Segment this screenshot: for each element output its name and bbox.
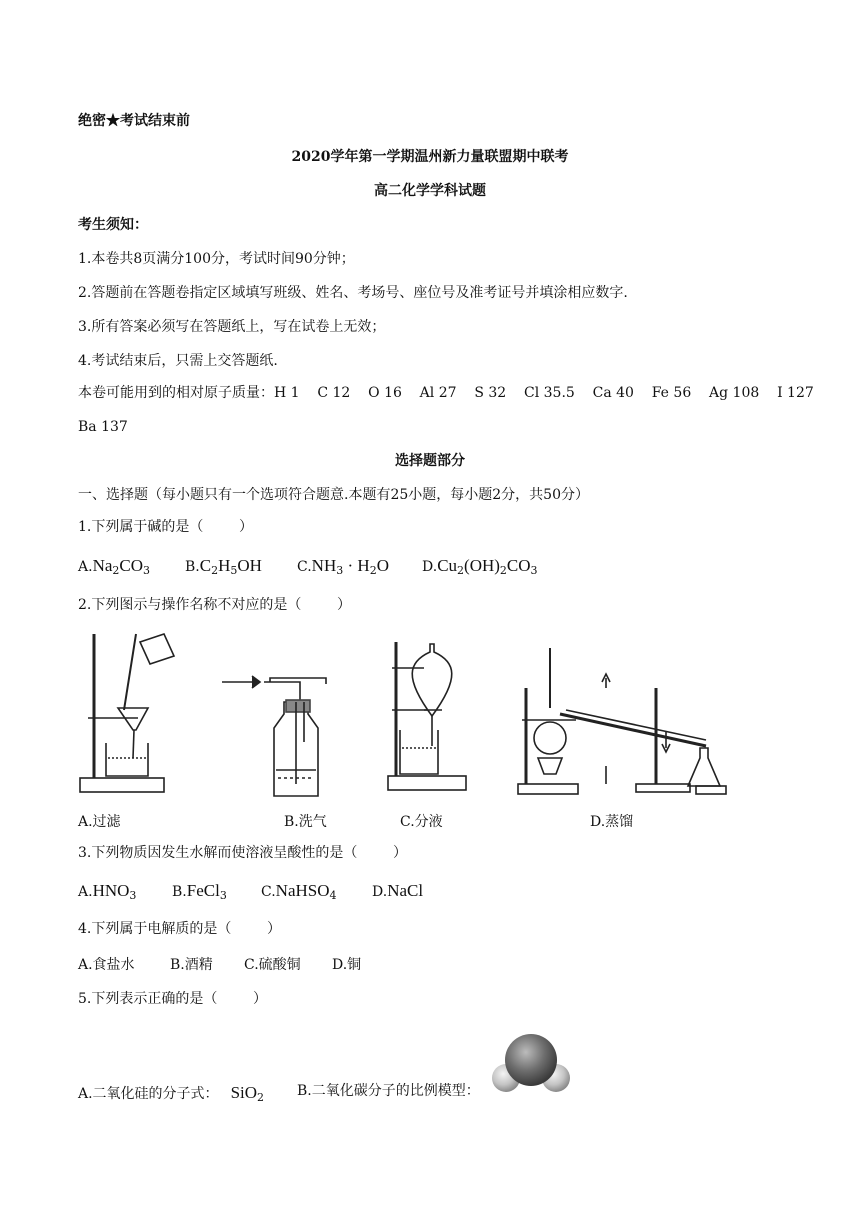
atomic-mass-line-2: Ba 137 xyxy=(78,419,128,435)
q3-option-a: $A.HNO_3$ xyxy=(78,881,137,902)
q2-caption-d: D.蒸馏 xyxy=(590,814,634,830)
q4-stem: 4.下列属于电解质的是（ ） xyxy=(78,921,281,937)
q5-stem: 5.下列表示正确的是（ ） xyxy=(78,991,267,1007)
q1-option-c: $C.NH_3 \cdot H_2O$ xyxy=(297,556,389,577)
q2-stem: 2.下列图示与操作名称不对应的是（ ） xyxy=(78,597,351,613)
q1-stem: 1.下列属于碱的是（ ） xyxy=(78,519,253,535)
section-instruction: 一、选择题（每小题只有一个选项符合题意.本题有25小题，每小题2分，共50分） xyxy=(78,487,589,503)
q2-caption-c: C.分液 xyxy=(400,814,443,830)
atomic-mass-line: 本卷可能用到的相对原子质量：H 1 C 12 O 16 Al 27 S 32 Cl 35.5 Ca 40 Fe 56 Ag 108 I 127 xyxy=(78,385,814,401)
notice-item-1: 1.本卷共8页满分100分，考试时间90分钟； xyxy=(78,251,355,267)
q1-option-a: $A.Na_2CO_3$ xyxy=(78,556,151,577)
filtration-apparatus xyxy=(78,628,178,798)
notice-item-2: 2.答题前在答题卷指定区域填写班级、姓名、考场号、座位号及准考证号并填涂相应数字. xyxy=(78,285,628,301)
space-filling-model-image xyxy=(490,1026,574,1100)
q3-option-c: C.NaHSO$_4$ xyxy=(261,881,337,902)
notice-heading: 考生须知： xyxy=(78,217,148,233)
q1-option-d: $D.Cu_2(OH)_2CO_3$ xyxy=(422,556,538,577)
confidential-mark: 绝密★考试结束前 xyxy=(78,113,190,129)
gas-washing-apparatus xyxy=(222,672,332,802)
exam-subject: 高二化学学科试题 xyxy=(374,183,486,199)
notice-item-4: 4.考试结束后，只需上交答题纸. xyxy=(78,353,278,369)
section-title: 选择题部分 xyxy=(395,453,465,469)
q3-stem: 3.下列物质因发生水解而使溶液呈酸性的是（ ） xyxy=(78,845,407,861)
q4-option-a: A.食盐水 xyxy=(78,957,135,973)
notice-item-3: 3.所有答案必须写在答题纸上，写在试卷上无效； xyxy=(78,319,386,335)
q4-option-d: D.铜 xyxy=(332,957,362,973)
q5-option-b: B.二氧化碳分子的比例模型： xyxy=(297,1083,480,1099)
exam-title: 2020学年第一学期温州新力量联盟期中联考 xyxy=(291,149,569,165)
q2-caption-a: A.过滤 xyxy=(78,814,121,830)
q3-option-d: D.NaCl xyxy=(372,881,424,900)
q1-option-b: $B.C_2H_5OH$ xyxy=(185,556,262,577)
separatory-funnel-apparatus xyxy=(384,638,474,798)
q4-option-b: B.酒精 xyxy=(170,957,213,973)
q2-caption-b: B.洗气 xyxy=(284,814,327,830)
distillation-apparatus xyxy=(516,648,728,798)
q3-option-b: B.FeCl$_3$ xyxy=(172,881,227,902)
q4-option-c: C.硫酸铜 xyxy=(244,957,301,973)
q5-option-a: A.二氧化硅的分子式： SiO$_2$ xyxy=(78,1083,265,1104)
